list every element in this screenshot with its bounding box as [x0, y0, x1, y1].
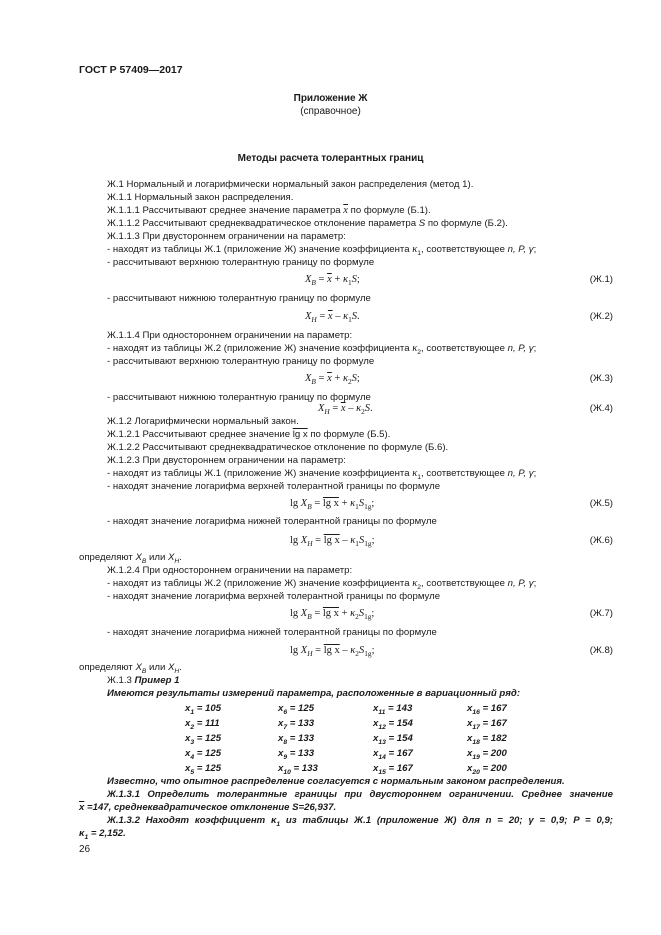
measurement-cell: [467, 763, 507, 775]
measurement-index: 14: [378, 754, 386, 761]
measurement-index: 13: [378, 739, 386, 746]
para-log-lower: - находят значение логарифма нижней толерантной границы по формуле: [107, 627, 437, 638]
measurement-index: 3: [190, 739, 195, 746]
formula-label: (Ж.1): [589, 274, 613, 285]
formula-label: (Ж.6): [589, 535, 613, 546]
measurement-value: = 167: [482, 703, 507, 714]
measurement-value: = 105: [196, 703, 222, 714]
measurement-index: 20: [472, 769, 480, 776]
measurement-value: = 182: [482, 733, 507, 744]
measurement-index: 6: [283, 709, 288, 716]
measurement-var: x: [467, 748, 473, 759]
measurement-index: 1: [190, 709, 195, 716]
measurement-var: x: [185, 703, 191, 714]
measurement-var: x: [467, 718, 473, 729]
para-upper-bound: - рассчитывают верхнюю толерантную границу по формуле: [107, 356, 375, 367]
measurement-var: x: [185, 718, 191, 729]
measurement-var: x: [185, 763, 191, 774]
para-zh1-1-3: Ж.1.1.3 При двустороннем ограничении на параметр:: [107, 231, 346, 242]
formula-label: (Ж.8): [589, 645, 613, 656]
measurement-value: = 133: [289, 733, 315, 744]
para-measurement-intro: Имеются результаты измерений параметра, расположенные в вариационный ряд:: [107, 688, 521, 699]
measurement-var: x: [373, 748, 379, 759]
para-zh1: Ж.1 Нормальный и логарифмически нормальный закон распределения (метод 1).: [107, 179, 474, 190]
para-log-upper: - находят значение логарифма верхней толерантной границы по формуле: [107, 591, 441, 602]
measurement-cell: [278, 733, 314, 745]
formula-zh4: $X_H = \overline{x} - \kappa_2S$.: [318, 403, 373, 416]
para-determine-bounds: определяют $X_B$ или $X_H$.: [79, 552, 182, 565]
measurement-index: 16: [472, 709, 480, 716]
measurement-var: x: [278, 718, 284, 729]
measurement-value: = 125: [196, 733, 222, 744]
measurement-cell: [373, 718, 413, 730]
measurement-index: 19: [472, 754, 480, 761]
measurement-index: 8: [283, 739, 288, 746]
formula-zh7: $\lg X_B = \lg x + \kappa_2S_{1g}$;: [290, 608, 375, 621]
formula-zh1: $X_B = \overline{x} + \kappa_1S$;: [305, 274, 360, 287]
para-lower-bound: - рассчитывают нижнюю толерантную границу по формуле: [107, 392, 371, 403]
measurement-var: x: [185, 748, 191, 759]
measurement-cell: [185, 718, 220, 730]
para-log-lower: - находят значение логарифма нижней толерантной границы по формуле: [107, 516, 437, 527]
para-zh1-3-1: Ж.1.3.1 Определить толерантные границы при двустороннем ограничении. Среднее значение: [107, 789, 613, 800]
measurement-index: 2: [190, 724, 195, 731]
measurement-cell: [467, 748, 507, 760]
formula-label: (Ж.5): [589, 498, 613, 509]
measurement-index: 11: [378, 709, 386, 716]
para-zh1-2: Ж.1.2 Логарифмически нормальный закон.: [107, 416, 299, 427]
formula-zh8: $\lg X_H = \lg x - \kappa_2S_{1g}$;: [290, 645, 375, 658]
appendix-subtitle: (справочное): [300, 106, 361, 117]
measurement-index: 17: [472, 724, 480, 731]
measurement-value: = 125: [196, 763, 222, 774]
page-number: 26: [79, 844, 91, 855]
measurement-value: = 125: [196, 748, 222, 759]
measurement-value: = 143: [388, 703, 413, 714]
measurement-cell: [467, 703, 507, 715]
measurement-cell: [278, 703, 314, 715]
measurement-var: x: [467, 733, 473, 744]
appendix-title: Приложение Ж: [293, 93, 368, 104]
measurement-cell: [373, 748, 413, 760]
measurement-var: x: [373, 763, 379, 774]
measurement-value: = 200: [482, 748, 507, 759]
formula-label: (Ж.4): [589, 403, 613, 414]
para-zh1-2-1: Ж.1.2.1 Рассчитывают среднее значение lg x по формуле (Б.5).: [107, 429, 391, 440]
measurement-cell: [185, 703, 221, 715]
measurement-value: = 200: [482, 763, 507, 774]
measurement-var: x: [278, 763, 284, 774]
measurement-cell: [185, 733, 221, 745]
formula-zh6: $\lg X_H = \lg x - \kappa_1S_{1g}$;: [290, 535, 375, 548]
measurement-value: = 111: [196, 718, 220, 729]
measurement-var: x: [467, 763, 473, 774]
measurement-index: 10: [283, 769, 291, 776]
measurement-var: x: [278, 703, 284, 714]
para-find-k1: - находят из таблицы Ж.1 (приложение Ж) значение коэффициента $\kappa_1$, соответствующее n, P, γ;: [107, 244, 537, 257]
measurement-var: x: [185, 733, 191, 744]
para-zh1-2-3: Ж.1.2.3 При двустороннем ограничении на параметр:: [107, 455, 346, 466]
formula-zh2: $X_H = \overline{x} - \kappa_1S$.: [305, 311, 360, 324]
measurement-var: x: [278, 733, 284, 744]
measurement-var: x: [373, 703, 379, 714]
measurement-index: 18: [472, 739, 480, 746]
measurement-cell: [278, 718, 314, 730]
measurement-index: 12: [378, 724, 386, 731]
formula-zh5: $\lg X_B = \lg x + \kappa_1S_{1g}$;: [290, 498, 375, 511]
para-k1-value: $\kappa_1 = 2,152$.: [79, 828, 126, 841]
measurement-value: = 133: [289, 718, 315, 729]
measurement-index: 7: [283, 724, 288, 731]
formula-label: (Ж.3): [589, 373, 613, 384]
measurement-cell: [278, 763, 318, 775]
measurement-cell: [467, 733, 507, 745]
para-find-k2: - находят из таблицы Ж.2 (приложение Ж) значение коэффициента $\kappa_2$, соответствующее n, P, γ;: [107, 578, 537, 591]
para-zh1-1-2: Ж.1.1.2 Рассчитывают среднеквадратическое отклонение параметра S по формуле (Б.2).: [107, 218, 508, 229]
measurement-value: = 133: [293, 763, 318, 774]
para-zh1-1: Ж.1.1 Нормальный закон распределения.: [107, 192, 294, 203]
para-lower-bound: - рассчитывают нижнюю толерантную границу по формуле: [107, 293, 371, 304]
para-zh1-2-2: Ж.1.2.2 Рассчитывают среднеквадратическое отклонение по формуле (Б.6).: [107, 442, 449, 453]
formula-label: (Ж.7): [589, 608, 613, 619]
measurement-value: = 154: [388, 718, 413, 729]
section-title: Методы расчета толерантных границ: [237, 153, 424, 164]
para-zh1-1-1: Ж.1.1.1 Рассчитывают среднее значение параметра $\overline{x}$ по формуле (Б.1).: [107, 205, 431, 216]
para-zh1-1-4: Ж.1.1.4 При одностороннем ограничении на параметр:: [107, 330, 353, 341]
formula-label: (Ж.2): [589, 311, 613, 322]
para-mean-value: $\overline{x} =147$, среднеквадратическое отклонение S=26,937.: [79, 802, 337, 813]
para-determine-bounds: определяют $X_B$ или $X_H$.: [79, 662, 182, 675]
measurement-cell: [373, 763, 413, 775]
measurement-cell: [278, 748, 314, 760]
measurement-cell: [373, 733, 413, 745]
measurement-var: x: [373, 718, 379, 729]
para-example-1: Ж.1.3 Пример 1: [107, 675, 180, 686]
measurement-cell: [467, 718, 507, 730]
para-known-distribution: Известно, что опытное распределение согласуется с нормальным законом распределения.: [107, 776, 565, 787]
measurement-value: = 167: [388, 763, 413, 774]
para-zh1-2-4: Ж.1.2.4 При одностороннем ограничении на параметр:: [107, 565, 353, 576]
measurement-value: = 154: [388, 733, 413, 744]
measurement-value: = 167: [388, 748, 413, 759]
measurement-index: 4: [190, 754, 195, 761]
measurement-cell: [185, 763, 221, 775]
measurement-value: = 125: [289, 703, 315, 714]
para-zh1-3-2: Ж.1.3.2 Находят коэффициент $\kappa_1$ из таблицы Ж.1 (приложение Ж) для n = 20; γ = 0,9; P = 0,9;: [107, 815, 613, 828]
formula-zh3: $X_B = \overline{x} + \kappa_2S$;: [305, 373, 360, 386]
measurement-index: 15: [378, 769, 386, 776]
measurement-index: 9: [283, 754, 288, 761]
para-find-k2: - находят из таблицы Ж.2 (приложение Ж) значение коэффициента $\kappa_2$, соответствующее n, P, γ;: [107, 343, 537, 356]
measurement-index: 5: [190, 769, 195, 776]
document-number: ГОСТ Р 57409—2017: [79, 64, 183, 76]
measurement-value: = 167: [482, 718, 507, 729]
measurement-cell: [373, 703, 412, 715]
measurement-value: = 133: [289, 748, 315, 759]
measurement-var: x: [278, 748, 284, 759]
para-log-upper: - находят значение логарифма верхней толерантной границы по формуле: [107, 481, 441, 492]
measurement-cell: [185, 748, 221, 760]
para-find-k1: - находят из таблицы Ж.1 (приложение Ж) значение коэффициента $\kappa_1$, соответствующее n, P, γ;: [107, 468, 537, 481]
para-upper-bound: - рассчитывают верхнюю толерантную границу по формуле: [107, 257, 375, 268]
measurement-var: x: [373, 733, 379, 744]
measurement-var: x: [467, 703, 473, 714]
